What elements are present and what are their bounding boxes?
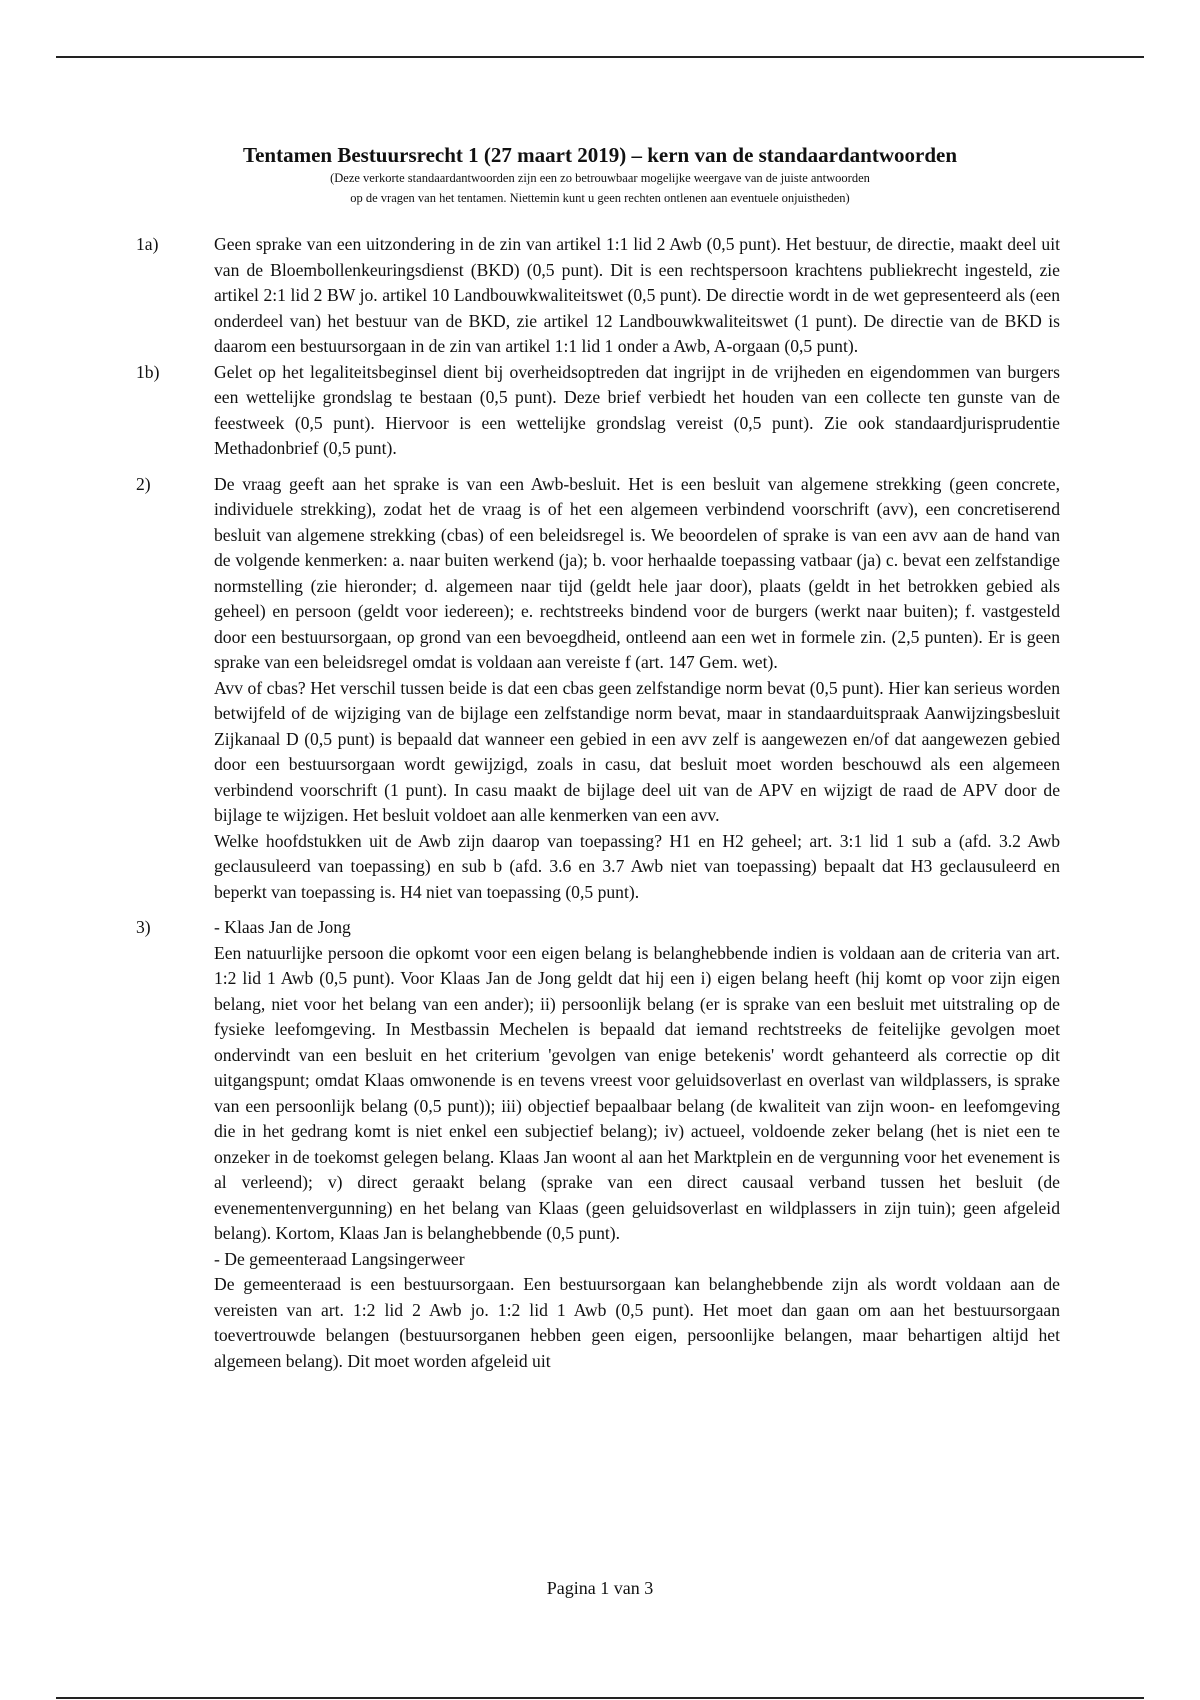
- answer-number: 1b): [136, 361, 160, 382]
- paragraph: De gemeenteraad is een bestuursorgaan. Een bestuursorgaan kan belanghebbende zijn als wordt voldaan aan de vereisten van art. 1:2 lid 2 Awb jo. 1:2 lid 1 Awb (0,5 punt). Het moet dan gaan om aan het bestuursorgaan toevertrouwde belangen (bestuursorganen hebben geen eigen, persoonlijke belangen, maar behartigen altijd het algemeen belang). Dit moet worden afgeleid uit: [214, 1274, 1060, 1371]
- top-rule: [56, 56, 1144, 58]
- disclaimer-line-2: op de vragen van het tentamen. Niettemin kunt u geen rechten ontlenen aan eventuele onjuistheden): [350, 191, 850, 205]
- answer-text: [214, 360, 1060, 462]
- paragraph: De vraag geeft aan het sprake is van een Awb-besluit. Het is een besluit van algemene strekking (geen concrete, individuele strekking), zodat het de vraag is of het een algemeen verbindend voorschrift (avv), een concretiserend besluit van algemene strekking (cbas) of een beleidsregel is. We beoordelen of sprake is van een avv aan de hand van de volgende kenmerken: a. naar buiten werkend (ja); b. voor herhaalde toepassing vatbaar (ja) c. bevat een zelfstandige normstelling (zie hieronder; d. algemeen naar tijd (geldt hele jaar door), plaats (geldt in het betrokken gebied als geheel) en persoon (geldt voor iedereen); e. rechtstreeks bindend voor de burgers (werkt naar buiten); f. vastgesteld door een bestuursorgaan, op grond van een bevoegdheid, ontleend aan een wet in formele zin. (2,5 punten). Er is geen sprake van een beleidsregel omdat is voldaan aan vereiste f (art. 147 Gem. wet).: [214, 473, 1060, 672]
- answer-3: [136, 915, 1060, 1374]
- answer-number: 2): [136, 473, 151, 494]
- paragraph: Avv of cbas? Het verschil tussen beide is dat een cbas geen zelfstandige norm bevat (0,5 punt). Hier kan serieus worden betwijfeld of de wijziging van de bijlage een zelfstandige norm bevat, maar in standaarduitspraak Aanwijzingsbesluit Zijkanaal D (0,5 punt) is bepaald dat wanneer een gebied in een avv zelf is aangewezen en/of dat aangewezen gebied door een bestuursorgaan wordt gewijzigd, zoals in casu, dat besluit moet worden beschouwd als een algemeen verbindend voorschrift (1 punt). In casu maakt de bijlage deel uit van de APV en wijzigt de raad de APV door de bijlage te wijzigen. Het besluit voldoet aan alle kenmerken van een avv.: [214, 677, 1060, 825]
- subheading: - Klaas Jan de Jong: [214, 917, 351, 937]
- paragraph: Welke hoofdstukken uit de Awb zijn daarop van toepassing? H1 en H2 geheel; art. 3:1 lid 1 sub a (afd. 3.2 Awb geclausuleerd van toepassing) en sub b (afd. 3.6 en 3.7 Awb niet van toepassing) bepaalt dat H3 geclausuleerd en beperkt van toepassing is. H4 niet van toepassing (0,5 punt).: [214, 830, 1060, 902]
- answer-2: [136, 472, 1060, 906]
- answer-text: [214, 232, 1060, 360]
- document-title: Tentamen Bestuursrecht 1 (27 maart 2019) – kern van de standaardantwoorden: [243, 143, 957, 167]
- answer-text: [214, 472, 1060, 906]
- answer-1a: [136, 232, 1060, 360]
- document-header: [0, 142, 1200, 208]
- paragraph: Gelet op het legaliteitsbeginsel dient bij overheidsoptreden dat ingrijpt in de vrijheden en eigendommen van burgers een wettelijke grondslag te bestaan (0,5 punt). Deze brief verbiedt het houden van een collecte ten gunste van de feestweek (0,5 punt). Hiervoor is een wettelijke grondslag vereist (0,5 punt). Zie ook standaardjurisprudentie Methadonbrief (0,5 punt).: [214, 361, 1060, 458]
- page-number: Pagina 1 van 3: [546, 1578, 654, 1598]
- disclaimer-line-1: (Deze verkorte standaardantwoorden zijn een zo betrouwbaar mogelijke weergave van de juiste antwoorden: [330, 171, 870, 185]
- paragraph: Geen sprake van een uitzondering in de zin van artikel 1:1 lid 2 Awb (0,5 punt). Het bestuur, de directie, maakt deel uit van de Bloembollenkeuringsdienst (BKD) (0,5 punt). Dit is een rechtspersoon krachtens publiekrecht ingesteld, zie artikel 2:1 lid 2 BW jo. artikel 10 Landbouwkwaliteitswet (0,5 punt). De directie wordt in de wet gepresenteerd als (een onderdeel van) het bestuur van de BKD, zie artikel 12 Landbouwkwaliteitswet (1 punt). De directie van de BKD is daarom een bestuursorgaan in de zin van artikel 1:1 lid 1 onder a Awb, A-orgaan (0,5 punt).: [214, 234, 1060, 356]
- bottom-rule: [56, 1697, 1144, 1699]
- answer-number: 3): [136, 917, 151, 937]
- subheading: - De gemeenteraad Langsingerweer: [214, 1248, 465, 1269]
- paragraph: Een natuurlijke persoon die opkomt voor een eigen belang is belanghebbende indien is voldaan aan de criteria van art. 1:2 lid 1 Awb (0,5 punt). Voor Klaas Jan de Jong geldt dat hij een i) eigen belang heeft (hij komt op voor zijn eigen belang, niet voor het belang van een ander); ii) persoonlijk belang (er is sprake van een besluit met uitstraling op de fysieke leefomgeving. In Mestbassin Mechelen is bepaald dat iemand rechtstreeks de feitelijke gevolgen moet ondervindt van een besluit en het criterium 'gevolgen van enige betekenis' wordt gehanteerd als correctie op dit uitgangspunt; omdat Klaas omwonende is en tevens vreest voor geluidsoverlast en overlast van wildplassers, is sprake van een persoonlijk belang (0,5 punt)); iii) objectief bepaalbaar belang (de kwaliteit van zijn woon- en leefomgeving die in het gedrang komt is niet enkel een subjectief belang); iv) actueel, voldoende zeker belang (het is niet een te onzeker in de toekomst gelegen belang. Klaas Jan woont al aan het Marktplein en de vergunning voor het evenement is al verleend); v) direct geraakt belang (sprake van een direct causaal verband tussen het besluit (de evenementenvergunning) en het belang van Klaas (geen geluidsoverlast en wildplassers in zijn tuin); geen afgeleid belang). Kortom, Klaas Jan is belanghebbende (0,5 punt).: [214, 942, 1060, 1243]
- answer-1b: [136, 360, 1060, 462]
- answers-body: [136, 232, 1060, 1374]
- answer-text: [214, 915, 1060, 1374]
- answer-number: 1a): [136, 234, 159, 254]
